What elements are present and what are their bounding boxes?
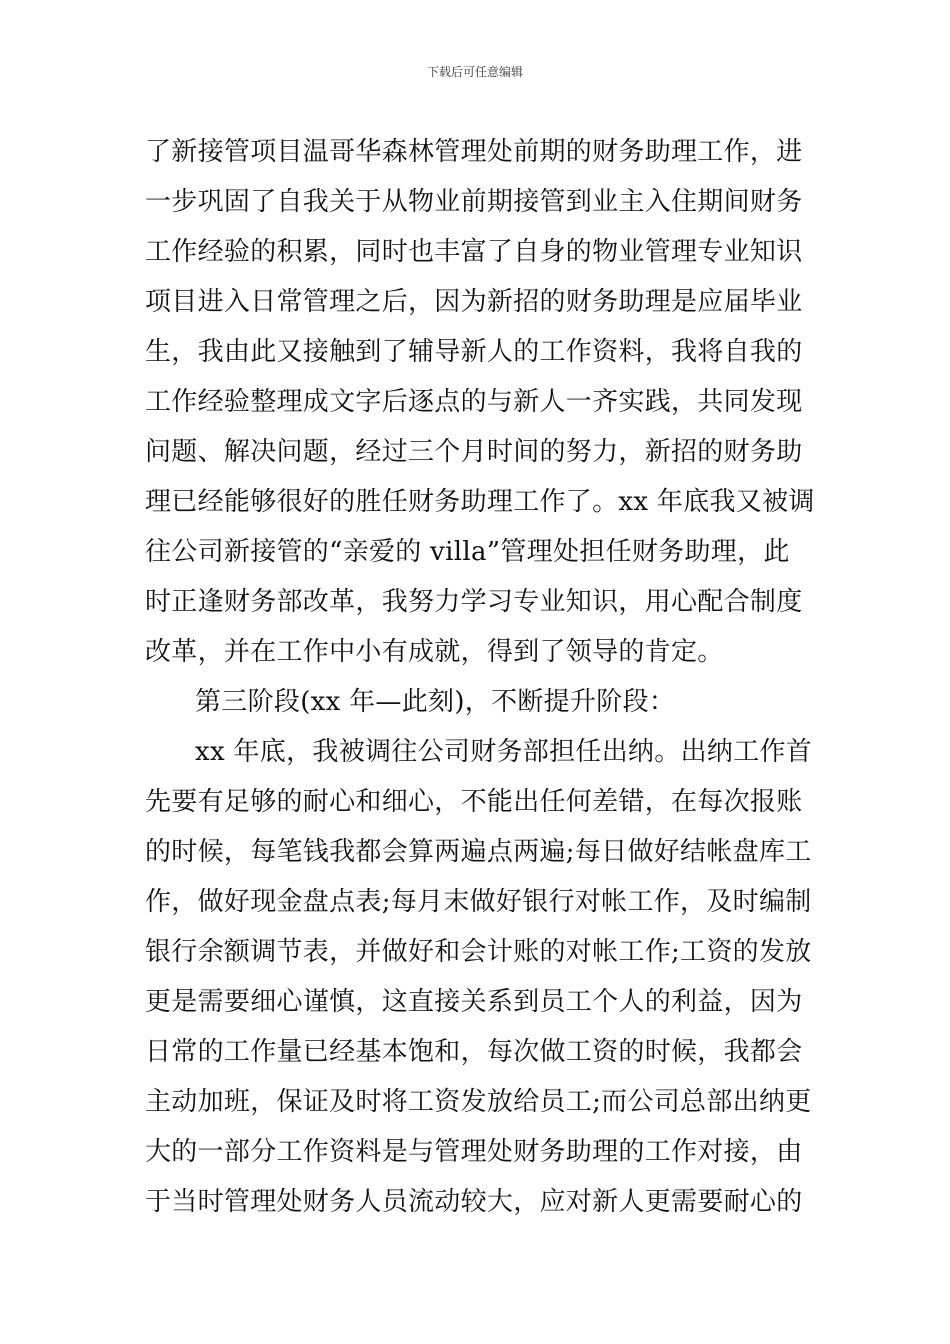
text-line: 理已经能够很好的胜任财务助理工作了。xx 年底我又被调 [145, 487, 815, 517]
document-body [145, 127, 815, 1227]
text-line: 更是需要细心谨慎，这直接关系到员工个人的利益，因为 [145, 987, 803, 1017]
text-line: 改革，并在工作中小有成就，得到了领导的肯定。 [145, 637, 724, 667]
text-line: 问题、解决问题，经过三个月时间的努力，新招的财务助 [145, 437, 803, 467]
text-line: 往公司新接管的“亲爱的 villa”管理处担任财务助理，此 [145, 537, 790, 567]
text-line: 大的一部分工作资料是与管理处财务助理的工作对接，由 [145, 1137, 803, 1167]
text-line: 的时候，每笔钱我都会算两遍点两遍;每日做好结帐盘库工 [145, 837, 812, 867]
text-line: 一步巩固了自我关于从物业前期接管到业主入住期间财务 [145, 187, 803, 217]
text-line: 时正逢财务部改革，我努力学习专业知识，用心配合制度 [145, 587, 803, 617]
text-line: xx 年底，我被调往公司财务部担任出纳。出纳工作首 [195, 737, 813, 767]
text-line: 日常的工作量已经基本饱和，每次做工资的时候，我都会 [145, 1037, 803, 1067]
text-line: 银行余额调节表，并做好和会计账的对帐工作;工资的发放 [145, 937, 812, 967]
text-line: 生，我由此又接触到了辅导新人的工作资料，我将自我的 [145, 337, 803, 367]
text-line: 作，做好现金盘点表;每月末做好银行对帐工作，及时编制 [145, 887, 812, 917]
text-line: 项目进入日常管理之后，因为新招的财务助理是应届毕业 [145, 287, 803, 317]
text-line: 先要有足够的耐心和细心，不能出任何差错，在每次报账 [145, 787, 803, 817]
text-line: 了新接管项目温哥华森林管理处前期的财务助理工作，进 [145, 137, 803, 167]
page-header: 下载后可任意编辑 [426, 65, 523, 79]
text-line: 主动加班，保证及时将工资发放给员工;而公司总部出纳更 [145, 1087, 812, 1117]
text-line: 工作经验整理成文字后逐点的与新人一齐实践，共同发现 [145, 387, 803, 417]
text-line: 工作经验的积累，同时也丰富了自身的物业管理专业知识 [145, 237, 803, 267]
section-heading: 第三阶段(xx 年—此刻)，不断提升阶段： [195, 687, 676, 717]
text-line: 于当时管理处财务人员流动较大，应对新人更需要耐心的 [145, 1187, 803, 1217]
